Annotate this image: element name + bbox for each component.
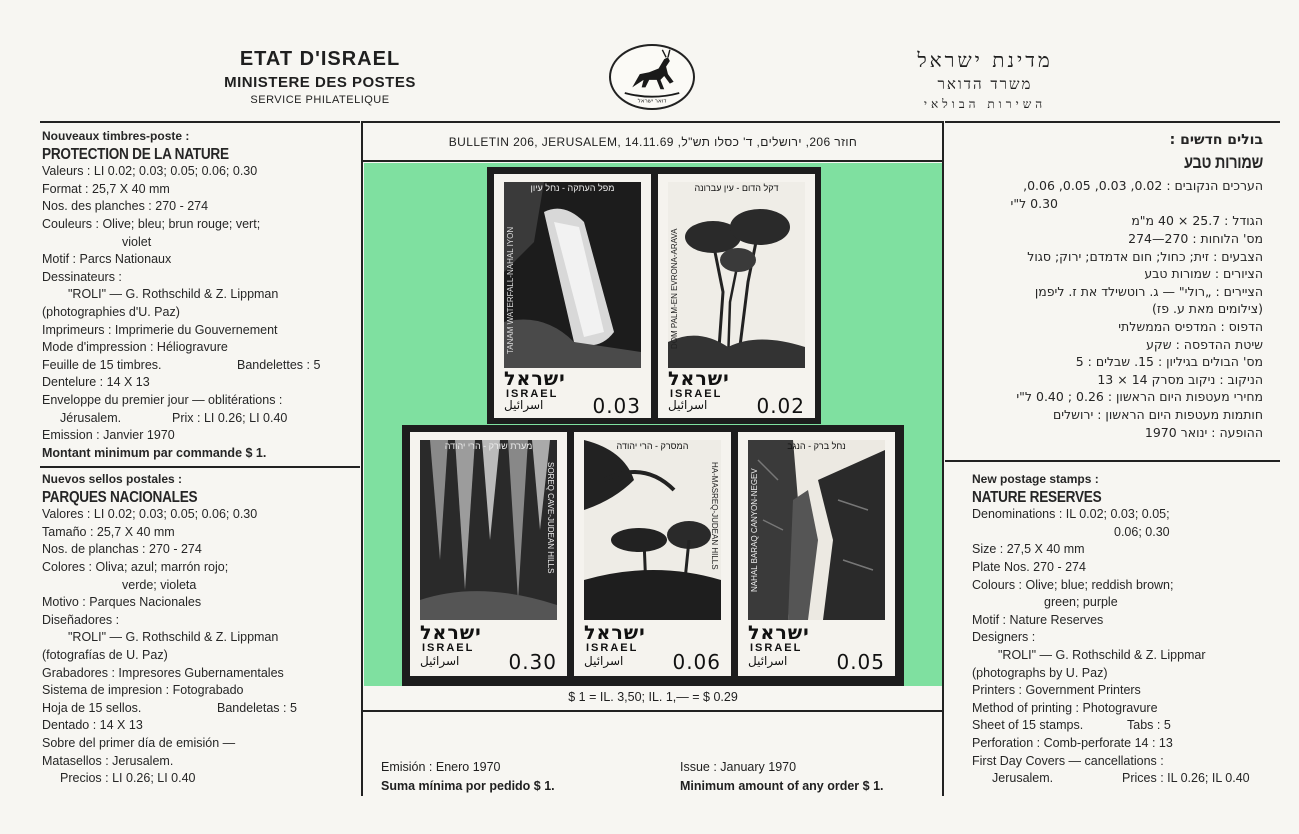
- divider: [945, 121, 1280, 123]
- english-heading-small: New postage stamps :: [972, 472, 1099, 486]
- text-line: Emission : Janvier 1970: [42, 428, 175, 443]
- text-line: "ROLI" — G. Rothschild & Z. Lippman: [68, 287, 279, 302]
- text-line: Enveloppe du premier jour — oblitérations :: [42, 392, 283, 407]
- stamp-country-he: ישראל: [748, 622, 810, 644]
- header-title-fr: ETAT D'ISRAEL: [239, 48, 401, 70]
- stamp-006: [574, 432, 731, 676]
- stamp-top-caption: דקל הדום - עין עברונה: [694, 183, 779, 193]
- stamp-country-he: ישראל: [584, 622, 646, 644]
- stamp-country-en: ISRAEL: [750, 642, 803, 654]
- stamp-002: [658, 174, 815, 418]
- stamp-top-caption: המסרק - הרי יהודה: [616, 441, 689, 451]
- text-line: Mode d'impression : Héliogravure: [42, 340, 228, 355]
- stamp-value: 0.06: [672, 650, 721, 674]
- stamp-country-en: ISRAEL: [422, 642, 475, 654]
- text-line: (photographies d'U. Paz): [42, 304, 180, 319]
- text-line: הדפוס : המדפיס הממשלתי: [1118, 318, 1263, 334]
- text-line: הערכים הנקובים : 0.02, 0.03, 0.05, 0.06,: [1023, 178, 1263, 194]
- divider: [942, 121, 944, 796]
- gazelle-emblem-icon: [609, 44, 695, 110]
- spanish-heading: PARQUES NACIONALES: [42, 488, 198, 506]
- cave-icon: [420, 440, 557, 620]
- text-line: Dessinateurs :: [42, 269, 122, 284]
- text-line: Format : 25,7 X 40 mm: [42, 181, 170, 196]
- hebrew-heading-small: בולים חדשים :: [1169, 132, 1263, 148]
- text-line: Valores : LI 0.02; 0.03; 0.05; 0.06; 0.30: [42, 507, 258, 522]
- text-line: (photographs by U. Paz): [972, 665, 1108, 680]
- bulletin-line: BULLETIN 206, JERUSALEM, 14.11.69 ,חוזר 206, ירושלים, ד' כסלו תש"ל: [448, 135, 858, 149]
- stamp-value: 0.30: [508, 650, 557, 674]
- header-ministry-fr: MINISTERE DES POSTES: [224, 74, 416, 91]
- text-line: Sheet of 15 stamps.: [972, 718, 1084, 733]
- waterfall-icon: [504, 182, 641, 368]
- french-section: [42, 128, 360, 462]
- stamp-side-caption: SOREQ CAVE-JUDEAN HILLS: [546, 462, 555, 574]
- text-line: [42, 700, 360, 718]
- header-hebrew: [870, 48, 1100, 112]
- text-line: Tamaño : 25,7 X 40 mm: [42, 524, 175, 539]
- text-line: מס' הלוחות : 270—274: [1128, 230, 1263, 246]
- divider: [40, 466, 360, 468]
- text-line: Method of printing : Photogravure: [972, 700, 1158, 715]
- spanish-section: [42, 471, 360, 788]
- stamp-005: [738, 432, 895, 676]
- stamp-country-ar: اسرائيل: [420, 654, 460, 668]
- text-line: Bandeletas : 5: [217, 700, 297, 715]
- text-line: [972, 717, 1282, 735]
- text-line: חותמות מעטפות היום הראשון : ירושלים: [1052, 406, 1263, 422]
- stamp-side-caption: DOM PALM-EN EVRONA-ARAVA: [670, 228, 679, 349]
- stamp-top-caption: מערת שורק - הרי יהודה: [444, 441, 533, 451]
- header-french: [170, 48, 470, 106]
- text-line: Plate Nos. 270 - 274: [972, 559, 1086, 574]
- french-heading: PROTECTION DE LA NATURE: [42, 145, 229, 163]
- text-line: הצבעים : זית; כחול; חום אדמדם; ירוק; סגול: [1027, 248, 1263, 264]
- hebrew-heading: שמורות טבע: [1184, 152, 1263, 172]
- text-line: Denominations : IL 0.02; 0.03; 0.05;: [972, 507, 1170, 522]
- divider: [40, 121, 360, 123]
- divider: [362, 121, 944, 123]
- exchange-rate: $ 1 = IL. 3,50; IL. 1,— = $ 0.29: [568, 690, 738, 704]
- text-line: Diseñadores :: [42, 612, 120, 627]
- spanish-minimum: Suma mínima por pedido $ 1.: [381, 779, 555, 793]
- divider: [361, 121, 363, 796]
- stamp-top-caption: נחל ברק - הנגב: [787, 441, 846, 451]
- text-line: הגודל : 25.7 × 40 מ"מ: [1131, 213, 1263, 229]
- text-line: Matasellos : Jerusalem.: [42, 753, 174, 768]
- text-line: Nos. de planchas : 270 - 274: [42, 542, 202, 557]
- text-line: Prices : IL 0.26; IL 0.40: [1122, 771, 1250, 786]
- stamp-value: 0.02: [756, 394, 805, 418]
- stamp-030: [410, 432, 567, 676]
- header-service-he: השירות הבולאי: [923, 97, 1047, 111]
- english-issue: [680, 758, 884, 796]
- text-line: Bandelettes : 5: [237, 357, 321, 372]
- divider: [945, 460, 1280, 462]
- text-line: ההופעה : ינואר 1970: [1144, 424, 1263, 440]
- trees-icon: [584, 440, 721, 620]
- spanish-issue-date: Emisión : Enero 1970: [381, 760, 501, 774]
- stamp-country-ar: اسرائيل: [748, 654, 788, 668]
- stamp-top-caption: מפל העתקה - נחל עיון: [530, 183, 615, 193]
- text-line: verde; violeta: [122, 577, 197, 592]
- stamp-side-caption: TANAM WATERFALL-NAHAL IYON: [506, 226, 515, 354]
- text-line: (צילומים מאת ע. פז): [1152, 301, 1263, 317]
- text-line: שיטת ההדפסה : שקע: [1146, 336, 1263, 352]
- emblem-caption: דואר ישראל: [637, 98, 667, 105]
- stamp-country-en: ISRAEL: [670, 388, 723, 400]
- text-line: Prix : LI 0.26; LI 0.40: [172, 410, 288, 425]
- hebrew-section: [945, 132, 1263, 441]
- text-line: Feuille de 15 timbres.: [42, 357, 162, 372]
- text-line: [42, 357, 360, 375]
- english-issue-date: Issue : January 1970: [680, 760, 797, 774]
- text-line: Size : 27,5 X 40 mm: [972, 542, 1085, 557]
- spanish-heading-small: Nuevos sellos postales :: [42, 472, 183, 486]
- header-title-he: מדינת ישראל: [917, 48, 1053, 72]
- stamp-country-he: ישראל: [668, 368, 730, 390]
- text-line: Dentelure : 14 X 13: [42, 375, 150, 390]
- text-line: Grabadores : Impresores Gubernamentales: [42, 665, 284, 680]
- text-line: Colours : Olive; blue; reddish brown;: [972, 577, 1174, 592]
- text-line: Jerusalem.: [992, 771, 1054, 786]
- text-line: Motivo : Parques Nacionales: [42, 595, 202, 610]
- stamp-side-caption: NAHAL BARAQ CANYON-NEGEV: [750, 468, 759, 592]
- text-line: "ROLI" — G. Rothschild & Z. Lippmar: [998, 647, 1206, 662]
- text-line: Tabs : 5: [1127, 718, 1171, 733]
- text-line: green; purple: [1044, 595, 1118, 610]
- stamp-country-en: ISRAEL: [506, 388, 559, 400]
- english-minimum: Minimum amount of any order $ 1.: [680, 779, 884, 793]
- text-line: הציירים : „רולי" — ג. רוטשילד את ז. ליפמן: [1034, 283, 1263, 299]
- text-line: "ROLI" — G. Rothschild & Z. Lippman: [68, 630, 279, 645]
- text-line: מס' הבולים בגיליון : 15. שבלים : 5: [1075, 354, 1263, 370]
- text-line: Valeurs : LI 0.02; 0.03; 0.05; 0.06; 0.30: [42, 164, 258, 179]
- stamp-country-en: ISRAEL: [586, 642, 639, 654]
- text-line: [42, 410, 360, 428]
- header-ministry-he: משרד הדואר: [937, 75, 1033, 93]
- text-line: Hoja de 15 sellos.: [42, 700, 142, 715]
- stamp-003: [494, 174, 651, 418]
- french-heading-small: Nouveaux timbres-poste :: [42, 129, 190, 143]
- text-line: Motif : Parcs Nationaux: [42, 252, 172, 267]
- stamp-country-ar: اسرائيل: [668, 398, 708, 412]
- text-line: Motif : Nature Reserves: [972, 612, 1104, 627]
- header-service-fr: SERVICE PHILATELIQUE: [250, 94, 390, 106]
- divider: [362, 710, 944, 712]
- stamp-country-he: ישראל: [504, 368, 566, 390]
- stamp-side-caption: HA-MASREQ-JUDEAN HILLS: [710, 462, 719, 570]
- text-line: violet: [122, 234, 152, 249]
- text-line: Montant minimum par commande $ 1.: [42, 445, 267, 460]
- text-line: Printers : Government Printers: [972, 683, 1141, 698]
- text-line: Sistema de impresion : Fotograbado: [42, 683, 244, 698]
- english-heading: NATURE RESERVES: [972, 488, 1102, 506]
- stamp-value: 0.03: [592, 394, 641, 418]
- text-line: Imprimeurs : Imprimerie du Gouvernement: [42, 322, 278, 337]
- canyon-icon: [748, 440, 885, 620]
- text-line: הציורים : שמורות טבע: [1144, 266, 1263, 282]
- text-line: הניקוב : ניקוב מסרק 14 × 13: [1097, 371, 1263, 387]
- spanish-issue: [381, 758, 555, 796]
- text-line: 0.30 ל"י: [1010, 195, 1058, 211]
- text-line: 0.06; 0.30: [1114, 524, 1170, 539]
- stamp-country-he: ישראל: [420, 622, 482, 644]
- text-line: Precios : LI 0.26; LI 0.40: [60, 771, 196, 786]
- text-line: Couleurs : Olive; bleu; brun rouge; vert;: [42, 216, 261, 231]
- stamp-country-ar: اسرائيل: [584, 654, 624, 668]
- english-section: [972, 471, 1282, 788]
- text-line: Designers :: [972, 630, 1036, 645]
- divider: [362, 160, 944, 162]
- text-line: Sobre del primer día de emisión —: [42, 735, 236, 750]
- text-line: (fotografías de U. Paz): [42, 647, 168, 662]
- text-line: Colores : Oliva; azul; marrón rojo;: [42, 559, 229, 574]
- text-line: Dentado : 14 X 13: [42, 718, 143, 733]
- text-line: First Day Covers — cancellations :: [972, 753, 1164, 768]
- stamp-value: 0.05: [836, 650, 885, 674]
- stamp-country-ar: اسرائيل: [504, 398, 544, 412]
- text-line: [972, 770, 1282, 788]
- palm-trees-icon: [668, 182, 805, 368]
- text-line: Perforation : Comb-perforate 14 : 13: [972, 735, 1173, 750]
- text-line: Jérusalem.: [60, 410, 122, 425]
- text-line: מחירי מעטפות היום הראשון : 0.26 ; 0.40 ל"י: [1016, 389, 1263, 405]
- text-line: Nos. des planches : 270 - 274: [42, 199, 209, 214]
